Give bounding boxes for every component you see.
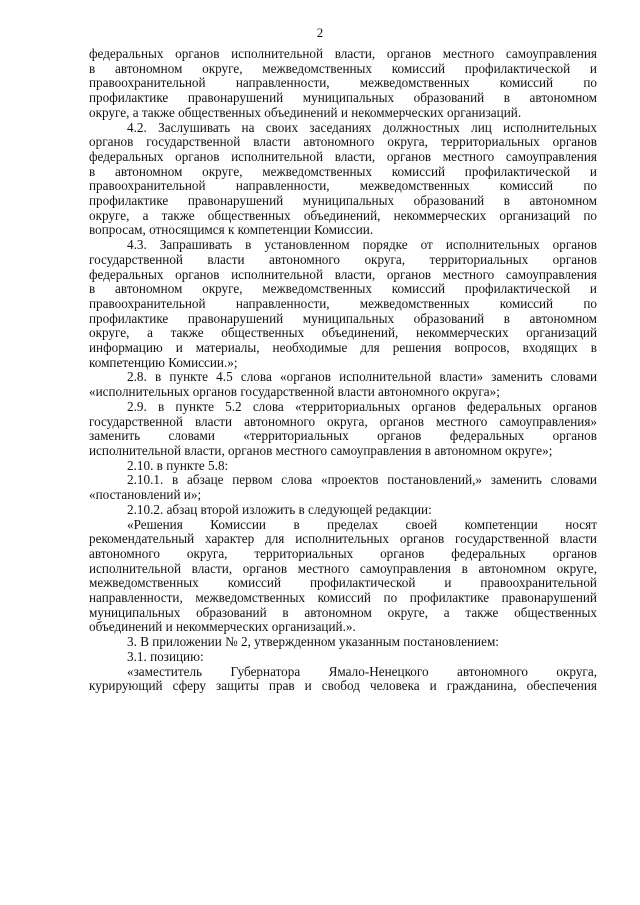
text-line: 2.10.2. абзац второй изложить в следующей редакции: — [127, 501, 432, 517]
text-line: 4.3. Запрашивать в установленном порядке от исполнительных органов — [127, 237, 597, 253]
text-line: «постановлений и»; — [89, 487, 202, 503]
text-line: в автономном округе, межведомственных комиссий профилактической и — [89, 163, 597, 179]
text-line: объединений и некоммерческих организаций.». — [89, 619, 356, 635]
text-line: 3. В приложении № 2, утвержденном указанным постановлением: — [127, 634, 499, 650]
text-line: автономного округа, территориальных органов федеральных органов — [89, 545, 597, 561]
text-line: компетенцию Комиссии.»; — [89, 354, 238, 370]
text-line: «исполнительных органов государственной власти автономного округа»; — [89, 384, 500, 400]
text-line: 4.2. Заслушивать на своих заседаниях должностных лиц исполнительных — [127, 119, 597, 135]
text-line: федеральных органов исполнительной власти, органов местного самоуправления — [89, 148, 597, 164]
text-line: заменить словами «территориальных органов федеральных органов — [89, 428, 597, 444]
text-line: в автономном округе, межведомственных комиссий профилактической и — [89, 60, 597, 76]
text-line: 2.10.1. в абзаце первом слова «проектов постановлений,» заменить словами — [127, 472, 597, 488]
text-line: правоохранительной направленности, межведомственных комиссий по — [89, 178, 597, 194]
text-line: муниципальных образований в автономном округе, а также общественных — [89, 604, 597, 620]
text-line: 2.10. в пункте 5.8: — [127, 457, 229, 473]
text-line: округе, а также общественных объединений, некоммерческих организаций — [89, 325, 597, 341]
text-line: в автономном округе, межведомственных комиссий профилактической и — [89, 281, 597, 297]
text-line: государственной власти автономного округа, органов местного самоуправления» — [89, 413, 597, 429]
text-line: информацию и материалы, необходимые для решения вопросов, входящих в — [89, 340, 597, 356]
text-line: 2.8. в пункте 4.5 слова «органов исполнительной власти» заменить словами — [127, 369, 597, 385]
text-line: 2.9. в пункте 5.2 слова «территориальных органов федеральных органов — [127, 398, 597, 414]
document-body — [89, 47, 597, 694]
text-line: государственной власти автономного округа, территориальных органов — [89, 251, 597, 267]
text-line: округе, а также общественных объединений, некоммерческих организаций по — [89, 207, 597, 223]
text-line: 3.1. позицию: — [127, 648, 204, 664]
text-line: профилактике правонарушений муниципальных образований в автономном — [89, 193, 597, 209]
text-line: правоохранительной направленности, межведомственных комиссий по — [89, 295, 597, 311]
text-line: федеральных органов исполнительной власти, органов местного самоуправления — [89, 266, 597, 282]
text-line: курирующий сферу защиты прав и свобод человека и гражданина, обеспечения — [89, 678, 597, 694]
text-line: профилактике правонарушений муниципальных образований в автономном — [89, 90, 597, 106]
text-line: профилактике правонарушений муниципальных образований в автономном — [89, 310, 597, 326]
text-line: округе, а также общественных объединений и некоммерческих организаций. — [89, 104, 522, 120]
text-line: правоохранительной направленности, межведомственных комиссий по — [89, 75, 597, 91]
text-line: органов государственной власти автономного округа, территориальных органов — [89, 134, 597, 150]
text-line: направленности, межведомственных комиссий по профилактике правонарушений — [89, 590, 597, 606]
text-line: «заместитель Губернатора Ямало-Ненецкого автономного округа, — [127, 663, 597, 679]
text-line: «Решения Комиссии в пределах своей компетенции носят — [127, 516, 597, 532]
text-line: исполнительной власти, органов местного самоуправления в автономном округе»; — [89, 442, 553, 458]
text-line: рекомендательный характер для исполнительных органов государственной власти — [89, 531, 597, 547]
text-line: межведомственных комиссий профилактической и правоохранительной — [89, 575, 597, 591]
page-number: 2 — [316, 25, 324, 40]
text-line: федеральных органов исполнительной власти, органов местного самоуправления — [89, 46, 597, 61]
text-line: исполнительной власти, органов местного самоуправления в автономном округе, — [89, 560, 597, 576]
text-line: вопросам, относящимся к компетенции Комиссии. — [89, 222, 374, 238]
